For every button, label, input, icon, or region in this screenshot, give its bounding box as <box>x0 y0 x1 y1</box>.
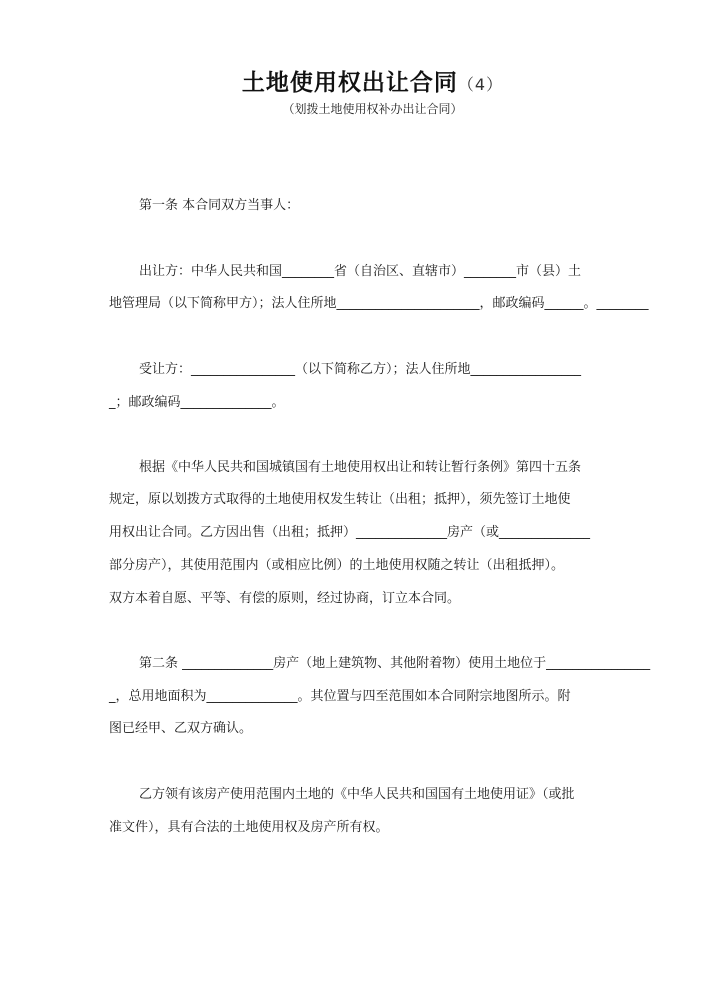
article-1-heading: 第一条 本合同双方当事人： <box>139 198 300 213</box>
basis-paragraph-line-3: 用权出让合同。乙方因出售（出租；抵押）______________房产（或______________ <box>109 525 591 540</box>
article-2-line-1: 第二条 ______________房产（地上建筑物、其他附着物）使用土地位于________________ <box>139 656 651 671</box>
basis-paragraph-line-5: 双方本着自愿、平等、有偿的原则，经过协商，订立本合同。 <box>109 591 461 606</box>
certificate-paragraph-line-2: 准文件），具有合法的土地使用权及房产所有权。 <box>109 820 389 835</box>
certificate-paragraph-line-1: 乙方领有该房产使用范围内土地的《中华人民共和国国有土地使用证》（或批 <box>139 787 575 802</box>
basis-paragraph-line-2: 规定，原以划拨方式取得的土地使用权发生转让（出租；抵押），须先签订土地使 <box>109 492 571 507</box>
title-main: 土地使用权出让合同 <box>241 70 458 96</box>
article-2-line-3: 图已经甲、乙双方确认。 <box>109 721 253 736</box>
grantee-line-1: 受让方：________________（以下简称乙方）；法人住所地_________________ <box>139 362 582 377</box>
basis-paragraph-line-4: 部分房产），其使用范围内（或相应比例）的土地使用权随之转让（出租抵押）。 <box>109 558 565 573</box>
grantor-line-2: 地管理局（以下简称甲方）；法人住所地______________________，邮政编码______。________ <box>109 296 649 311</box>
grantee-line-2: _；邮政编码______________。 <box>109 395 285 410</box>
basis-paragraph-line-1: 根据《中华人民共和国城镇国有土地使用权出让和转让暂行条例》第四十五条 <box>139 460 582 475</box>
document-title <box>0 64 725 97</box>
title-number: （4） <box>457 75 504 94</box>
document-subtitle: （划拨土地使用权补办出让合同） <box>282 102 463 116</box>
grantor-line-1: 出让方：中华人民共和国________省（自治区、直辖市）________市（县）土 <box>139 264 582 279</box>
article-2-line-2: _，总用地面积为______________。其位置与四至范围如本合同附宗地图所示。附 <box>109 689 571 704</box>
